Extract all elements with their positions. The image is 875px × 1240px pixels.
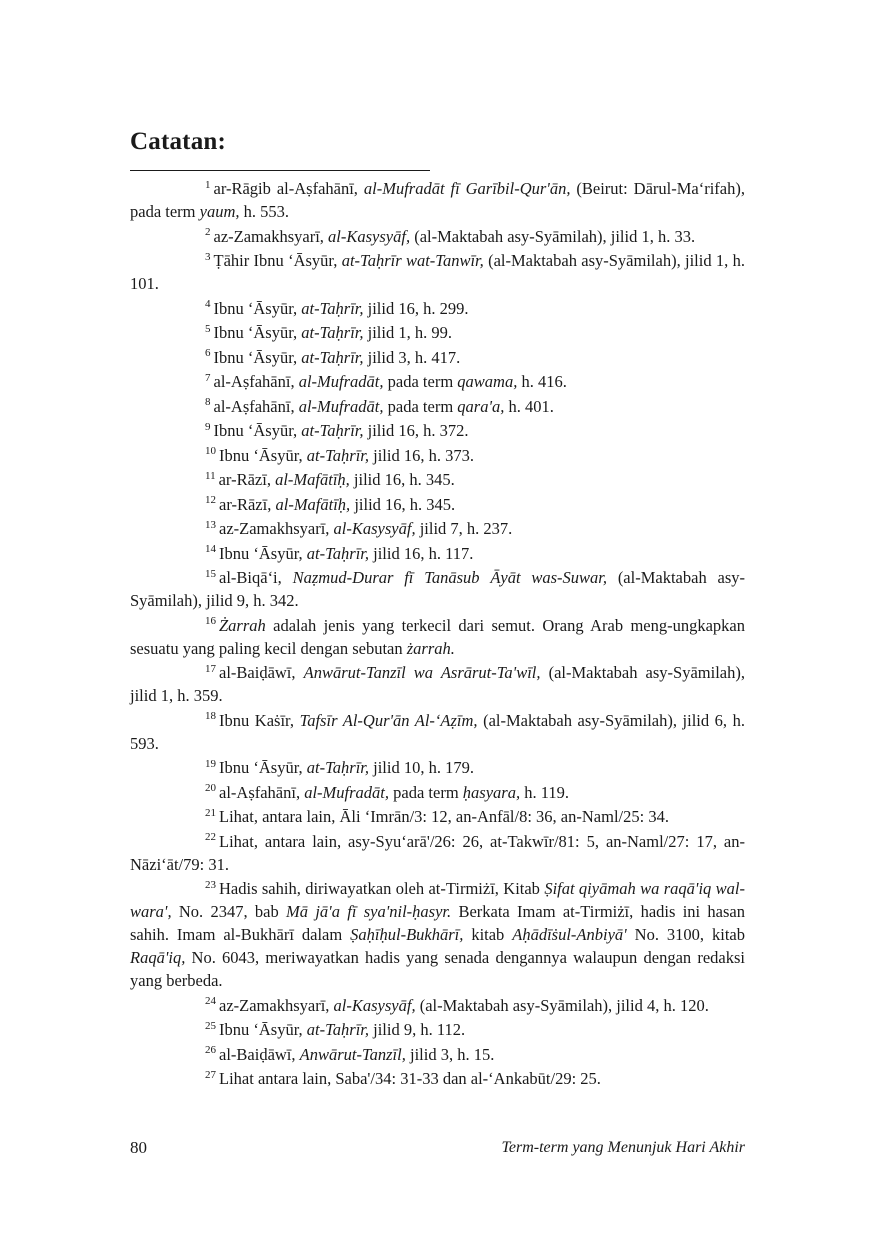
footnote-text: jilid 16, h. 117. [369, 543, 474, 563]
footnote-text: Ibnu ‘Āsyūr, [219, 1020, 307, 1039]
footnote [130, 756, 745, 779]
footnote-title-text: żarrah. [406, 638, 455, 658]
footnote-text: Ibnu ‘Āsyūr, [219, 445, 307, 465]
footnote-number: 12 [205, 494, 216, 507]
footnote-text: kitab [463, 925, 513, 944]
footnote-text: Lihat antara lain, Saba'/34: 31-33 dan al-‘Ankabūt/29: 25. [219, 1069, 601, 1088]
footnote-number: 22 [205, 831, 216, 844]
footnote-title-text: at-Taḥrīr, [306, 1020, 370, 1039]
footnote [130, 1018, 745, 1041]
footnote-text: No. 3100, kitab [626, 925, 745, 944]
footnote-number: 27 [205, 1068, 216, 1081]
footnote-number: 21 [205, 806, 216, 819]
footnote-number: 9 [205, 420, 211, 433]
footnote [130, 177, 745, 223]
footnote-text: Lihat, antara lain, Āli ‘Imrān/3: 12, an-Anfāl/8: 36, an-Naml/25: 34. [219, 807, 669, 826]
footnote-number: 16 [205, 615, 216, 628]
footnote-number: 19 [205, 757, 216, 770]
footnote-text: No. 2347, bab [171, 902, 287, 921]
footnote-text: Ibnu ‘Āsyūr, [213, 421, 302, 440]
footnote [130, 709, 745, 755]
footnote-title-text: qawama, [457, 372, 518, 391]
footnote-text: Ibnu ‘Āsyūr, [213, 347, 302, 367]
footnote [130, 661, 745, 707]
footnote-text: (al-Maktabah asy-Syāmilah), jilid 6, h. 593. [130, 710, 745, 753]
footnote-text: az-Zamakhsyarī, [213, 226, 329, 246]
footnote-number: 7 [205, 371, 211, 384]
footnote-text: (Beirut: Dārul-Ma‘rifah), pada term [130, 179, 745, 221]
footnote-title-text: al-Mufradāt, [304, 782, 390, 802]
footnote-text: Ibnu ‘Āsyūr, [219, 543, 307, 563]
footnote [130, 542, 745, 565]
footnote-number: 11 [205, 469, 216, 482]
footnote-text: h. 401. [504, 396, 554, 416]
footnote-title-text: Raqā'iq, [130, 948, 186, 967]
footnote-text: al-Aṣfahānī, [213, 372, 299, 391]
footnote [130, 225, 745, 248]
footnote-text: Ibnu Kaṡīr, [219, 710, 300, 730]
footnote-number: 13 [205, 518, 216, 531]
footnote-text: jilid 16, h. 372. [363, 421, 469, 440]
footnote [130, 566, 745, 612]
footnote-number: 10 [205, 445, 216, 458]
footnote-number: 6 [205, 347, 211, 360]
footnote [130, 517, 745, 540]
footnote-title-text: at-Taḥrīr, [306, 445, 370, 465]
footnote-title-text: al-Mafātīḥ, [275, 494, 351, 514]
footnote-number: 23 [205, 878, 216, 891]
running-title: Term-term yang Menunjuk Hari Akhir [501, 1139, 745, 1156]
footnote-text: Ṭāhir Ibnu ‘Āsyūr, [213, 251, 342, 270]
footnote-text: Lihat, antara lain, asy-Syu‘arā'/26: 26, at-Takwīr/81: 5, an-Naml/27: 17, an-Nāzi‘āt/79: 31. [130, 831, 745, 874]
footnote-text: Ibnu ‘Āsyūr, [213, 298, 302, 318]
footnote-title-text: ḥasyara, [462, 782, 521, 802]
footnote-number: 25 [205, 1019, 216, 1032]
footnote-number: 18 [205, 710, 216, 723]
footnote-number: 1 [205, 178, 211, 191]
footnote-title-text: al-Kasysyāf, [328, 226, 411, 246]
footnote-text: jilid 1, h. 99. [363, 323, 452, 342]
page-title: Catatan: [130, 128, 227, 155]
footnote-text: pada term [383, 396, 458, 416]
footnote [130, 321, 745, 344]
footnote [130, 249, 745, 295]
footnote [130, 468, 745, 491]
footnote-separator [130, 170, 430, 171]
footnote-title-text: al-Mafātīḥ, [275, 470, 350, 489]
footnote-text: jilid 10, h. 179. [369, 758, 474, 777]
footnote [130, 994, 745, 1017]
footnote-text: No. 6043, meriwayatkan hadis yang senada dengannya walaupun dengan redaksi yang berbeda. [130, 948, 745, 990]
footnote-text: al-Baiḍāwī, [219, 663, 304, 682]
footnote-title-text: at-Taḥrīr, [301, 323, 364, 342]
footnote-title-text: Anwārut-Tanzīl, [299, 1044, 406, 1064]
footnote-title-text: Tafsīr Al-Qur'ān Al-‘Aẓīm, [299, 710, 478, 730]
footnote-text: Hadis sahih, diriwayatkan oleh at-Tirmiżī, Kitab [219, 879, 545, 898]
footnote-number: 17 [205, 662, 216, 675]
footnote [130, 830, 745, 876]
footnote-number: 4 [205, 298, 211, 311]
footnote-title-text: at-Taḥrīr, [306, 543, 370, 563]
footnote-text: al-Biqā‘i, [219, 568, 293, 587]
footnote-title-text: Ṣifat qiyāmah wa raqā'iq wal-wara', [130, 879, 745, 921]
footnote-text: Ibnu ‘Āsyūr, [213, 323, 302, 342]
footnote-text: ar-Rāzī, [218, 470, 276, 489]
footnote-title-text: al-Kasysyāf, [333, 995, 416, 1015]
footnote-text: jilid 3, h. 15. [405, 1044, 495, 1064]
footnote [130, 781, 745, 804]
footnote-text: jilid 16, h. 345. [349, 470, 455, 489]
footnote-list [130, 177, 745, 1092]
footnote-number: 3 [205, 250, 211, 263]
footnote-title-text: Anwārut-Tanzīl wa Asrārut-Ta'wīl, [303, 663, 541, 682]
footnote-text: pada term [383, 372, 458, 391]
footnote-title-text: Aḥādīṡul-Anbiyā' [512, 925, 627, 944]
footnote-text: az-Zamakhsyarī, [219, 519, 334, 538]
footnote-text: (al-Maktabah asy-Syāmilah), jilid 1, h. 33. [410, 226, 696, 246]
footnote-text: h. 119. [520, 782, 569, 802]
footnote-text: (al-Maktabah asy-Syāmilah), jilid 4, h. 120. [415, 995, 709, 1015]
footnote [130, 419, 745, 442]
footnote [130, 370, 745, 393]
footnote-title-text: al-Mufradāt fī Garībil-Qur'ān, [363, 179, 571, 198]
footnote-text: jilid 7, h. 237. [415, 519, 513, 538]
footnote [130, 395, 745, 418]
footnote-text: az-Zamakhsyarī, [219, 995, 334, 1015]
footnote-title-text: qara'a, [457, 396, 505, 416]
footnote [130, 346, 745, 369]
footnote-title-text: al-Kasysyāf, [333, 519, 416, 538]
footnote-number: 8 [205, 396, 211, 409]
footnote-text: jilid 9, h. 112. [369, 1020, 466, 1039]
footnote-text: al-Aṣfahānī, [213, 396, 299, 416]
footnote-text: adalah jenis yang terkecil dari semut. Orang Arab meng-ungkapkan sesuatu yang paling kecil dengan sebutan [130, 615, 745, 658]
footnote-text: (al-Maktabah asy-Syāmilah), jilid 1, h. 101. [130, 251, 745, 293]
footnote-text: ar-Rāzī, [219, 494, 276, 514]
footnote [130, 1043, 745, 1066]
footnote [130, 444, 745, 467]
footnote [130, 877, 745, 992]
footnote [130, 1067, 745, 1090]
footnote-title-text: al-Mufradāt, [298, 372, 384, 391]
footnote-text: al-Aṣfahānī, [219, 782, 305, 802]
footnote-text: al-Baiḍāwī, [219, 1044, 300, 1064]
footnote-text: Berkata Imam at-Tirmiżī, hadis ini hasan sahih. Imam al-Bukhārī dalam [130, 902, 745, 944]
footnote-title-text: at-Taḥrīr wat-Tanwīr, [341, 251, 484, 270]
footnote-number: 20 [205, 782, 216, 795]
footnote-number: 26 [205, 1044, 216, 1057]
footnote [130, 493, 745, 516]
footnote [130, 297, 745, 320]
footnote-title-text: al-Mufradāt, [298, 396, 384, 416]
footnote-title-text: yaum, [199, 202, 240, 221]
footnote-text: (al-Maktabah asy-Syāmilah), jilid 1, h. 359. [130, 663, 745, 705]
footnote-text: (al-Maktabah asy-Syāmilah), jilid 9, h. 342. [130, 568, 745, 610]
page-number: 80 [130, 1138, 147, 1157]
footnote-number: 2 [205, 226, 211, 239]
footnote-title-text: Ṣaḥīḥul-Bukhārī, [350, 925, 464, 944]
footnote [130, 805, 745, 828]
footnote-text: pada term [389, 782, 463, 802]
footnote-text: h. 416. [517, 372, 567, 391]
footnote-number: 5 [205, 322, 211, 335]
footnote-title-text: at-Taḥrīr, [301, 298, 364, 318]
footnote-text: Ibnu ‘Āsyūr, [219, 758, 307, 777]
footnote-title-text: at-Taḥrīr, [306, 758, 370, 777]
footnote-number: 14 [205, 543, 216, 556]
footnote-title-text: at-Taḥrīr, [301, 421, 364, 440]
footnote-text: jilid 16, h. 299. [363, 298, 469, 318]
footnote-text: jilid 16, h. 373. [369, 445, 474, 465]
footnote-title-text: Mā jā'a fī sya'nil-ḥasyr. [286, 902, 452, 921]
footnote-title-text: at-Taḥrīr, [301, 347, 364, 367]
footnote-text: jilid 16, h. 345. [350, 494, 456, 514]
footnote [130, 614, 745, 660]
footnote-text: jilid 3, h. 417. [363, 347, 461, 367]
footnote-text: ar-Rāgib al-Aṣfahānī, [213, 179, 364, 198]
footnote-text: h. 553. [239, 202, 290, 221]
footnote-number: 24 [205, 995, 216, 1008]
footnote-title-text: Naẓmud-Durar fī Tanāsub Āyāt was-Suwar, [292, 568, 608, 587]
footnote-title-text: Żarrah [219, 615, 266, 635]
footnote-number: 15 [205, 567, 216, 580]
